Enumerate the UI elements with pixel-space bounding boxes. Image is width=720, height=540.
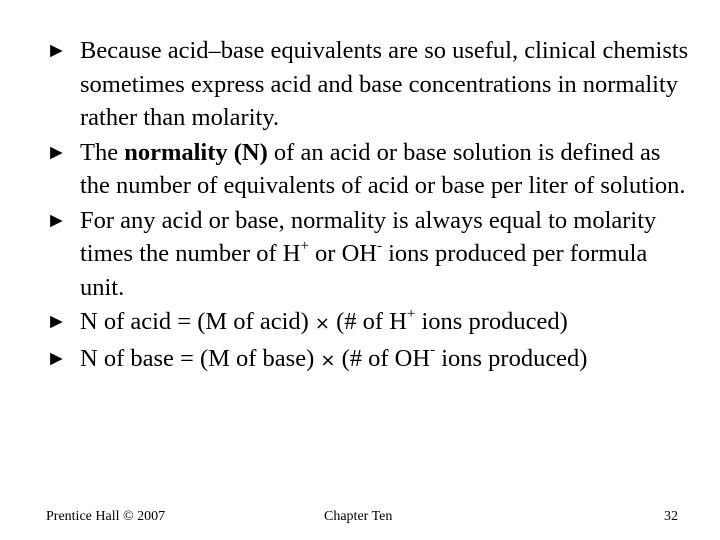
bullet-1-text: Because acid–base equivalents are so useful, clinical chemists sometimes express acid and base concentrations in normality rather than molarity. <box>80 37 689 131</box>
h-plus-superscript: + <box>300 237 309 254</box>
bullet-arrow-icon: ► <box>46 309 67 333</box>
oh-minus-superscript: - <box>376 237 382 254</box>
bullet-arrow-icon: ► <box>46 345 67 370</box>
bullet-4-text-2: (# of H <box>330 308 407 335</box>
bullet-3-text-1: For any acid or base, normality is always equal to molarity times the number of H <box>80 206 657 267</box>
multiply-symbol: × <box>314 313 331 334</box>
bullet-3 <box>46 204 696 305</box>
bullet-arrow-icon: ► <box>46 139 67 164</box>
bullet-arrow-icon: ► <box>46 38 67 62</box>
normality-term: normality (N) <box>124 138 268 166</box>
bullet-2-text-post: of an acid or base solution is defined as the number of equivalents of acid or base per liter of solution. <box>80 138 686 199</box>
bullet-2-text-pre: The <box>80 138 125 166</box>
bullet-3-text-2: or OH <box>308 240 377 267</box>
footer-copyright: Prentice Hall © 2007 <box>46 509 166 524</box>
bullet-1 <box>46 34 696 135</box>
bullet-4-text-1: N of acid = (M of acid) <box>80 308 315 335</box>
footer-page-number: 32 <box>664 509 678 524</box>
multiply-symbol: × <box>320 349 336 371</box>
bullet-4 <box>46 305 696 341</box>
footer-chapter: Chapter Ten <box>324 509 393 524</box>
bullet-5 <box>46 342 696 378</box>
slide-content <box>46 34 696 377</box>
h-plus-superscript: + <box>406 305 416 322</box>
bullet-4-text-3: ions produced) <box>415 308 568 335</box>
bullet-5-text-2: (# of OH <box>335 344 431 372</box>
bullet-arrow-icon: ► <box>46 207 67 232</box>
bullet-5-text-3: ions produced) <box>435 344 588 372</box>
bullet-5-text-1: N of base = (M of base) <box>80 344 321 372</box>
oh-minus-superscript: - <box>430 342 436 359</box>
bullet-2 <box>46 136 696 203</box>
bullet-3-text-3: ions produced per formula unit. <box>80 240 648 301</box>
